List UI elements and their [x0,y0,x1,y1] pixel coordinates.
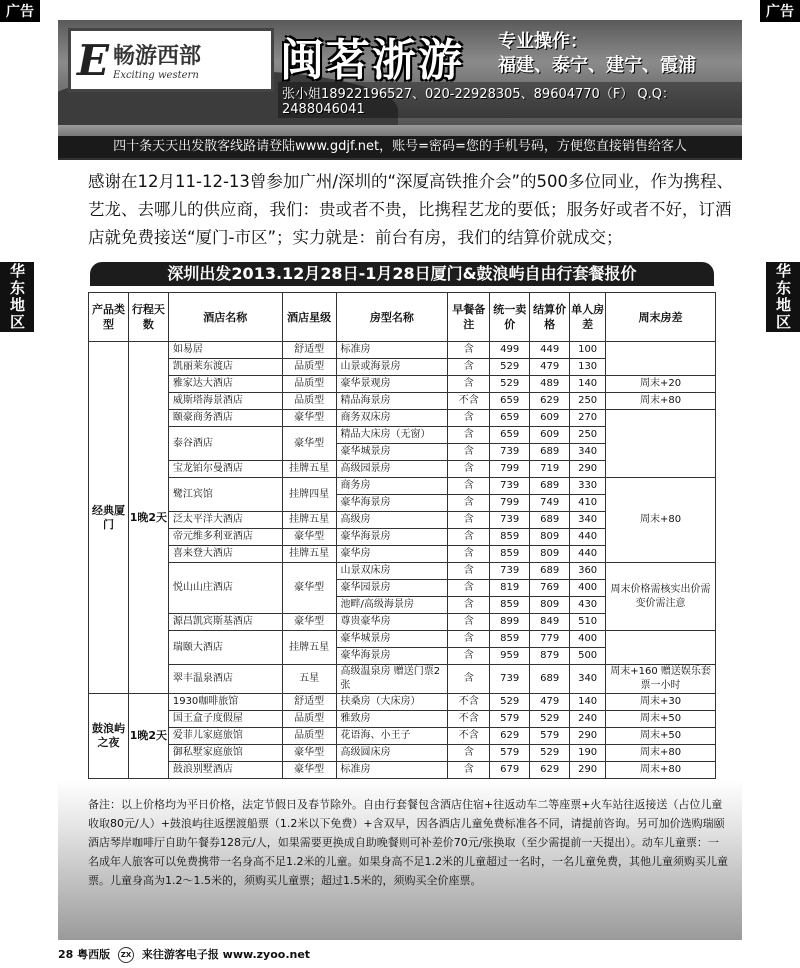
table-cell: 挂牌四星 [282,478,336,512]
table-cell: 不含 [448,711,490,728]
table-cell: 579 [490,745,530,762]
table-cell: 140 [570,694,606,711]
table-cell: 周末+20 [606,376,716,393]
table-cell: 190 [570,745,606,762]
header-cell: 酒店名称 [168,293,282,342]
table-cell: 含 [448,762,490,779]
table-cell: 高级房 [336,512,448,529]
logo-english: Exciting western [113,70,199,81]
table-cell: 250 [570,393,606,410]
table-cell: 精品海景房 [336,393,448,410]
table-cell: 帝元维多利亚酒店 [168,529,282,546]
table-cell: 悦山山庄酒店 [168,563,282,614]
table-cell: 池畔/高级海景房 [336,597,448,614]
table-cell: 品质型 [282,359,336,376]
table-row [89,694,716,711]
table-cell: 479 [530,694,570,711]
table-cell: 喜来登大酒店 [168,546,282,563]
header-cell: 结算价格 [530,293,570,342]
table-cell: 凯丽莱东渡店 [168,359,282,376]
table-cell: 豪华园景房 [336,580,448,597]
table-cell: 泰谷酒店 [168,427,282,461]
table-cell: 859 [490,597,530,614]
table-cell: 经典厦门 [89,342,129,694]
table-row [89,711,716,728]
table-cell: 鼓浪屿之夜 [89,694,129,779]
table-cell: 瑞颐大酒店 [168,631,282,665]
top-ad-strip [0,0,800,20]
table-cell: 周末+80 [606,393,716,410]
table-cell [606,342,716,376]
table-cell: 529 [530,745,570,762]
table-cell: 周末+80 [606,745,716,762]
table-cell: 周末+80 [606,478,716,563]
publisher-name: 来往游客电子报 www.zyoo.net [141,948,311,961]
table-row [89,410,716,427]
side-tab-left: 华东地区 [0,262,34,332]
table-cell: 140 [570,376,606,393]
table-cell: 400 [570,580,606,597]
table-cell: 含 [448,359,490,376]
table-cell: 威斯塔海景酒店 [168,393,282,410]
table-cell: 879 [530,648,570,665]
table-cell: 含 [448,529,490,546]
table-cell: 659 [490,410,530,427]
table-cell: 529 [490,376,530,393]
table-cell: 豪华城景房 [336,631,448,648]
table-cell: 290 [570,762,606,779]
operations-title: 专业操作： [498,31,588,52]
table-cell: 含 [448,512,490,529]
table-cell: 859 [490,631,530,648]
table-cell: 859 [490,546,530,563]
table-cell: 430 [570,597,606,614]
table-header-row [89,293,716,342]
table-cell: 雅家达大酒店 [168,376,282,393]
table-cell: 809 [530,546,570,563]
table-row [89,631,716,648]
table-cell: 舒适型 [282,342,336,359]
intro-paragraph: 感谢在12月11-12-13曾参加广州/深圳的“深厦高铁推介会”的500多位同业，作为携程、艺龙、去哪儿的供应商，我们：贵或者不贵，比携程艺龙的要低；服务好或者不好，订酒店就免费接送“厦门-市区”；实力就是：前台有房，我们的结算价就成交； [88,172,734,247]
table-row [89,665,716,694]
table-cell: 含 [448,444,490,461]
table-row [89,745,716,762]
banner-footer: 四十条天天出发散客线路请登陆www.gdjf.net，账号=密码=您的手机号码，方便您直接销售给客人 [58,136,742,158]
logo [68,28,274,92]
table-cell: 899 [490,614,530,631]
table-cell: 629 [530,393,570,410]
header-cell: 统一卖价 [490,293,530,342]
table-cell: 769 [530,580,570,597]
header-cell: 单人房差 [570,293,606,342]
table-cell: 340 [570,444,606,461]
table-cell: 130 [570,359,606,376]
table-cell [606,410,716,478]
operations-regions: 福建、泰宁、建宁、霞浦 [498,55,696,76]
table-row [89,393,716,410]
table-cell: 679 [490,762,530,779]
table-cell: 豪华型 [282,563,336,614]
table-cell: 高级园景房 [336,461,448,478]
table-cell: 629 [530,762,570,779]
table-cell: 689 [530,665,570,694]
table-cell: 含 [448,410,490,427]
table-cell: 周末+50 [606,728,716,745]
table-cell: 精品大床房（无窗） [336,427,448,444]
table-cell: 豪华城景房 [336,444,448,461]
price-table-title: 深圳出发2013.12月28日-1月28日厦门&鼓浪屿自由行套餐报价 [90,262,714,286]
table-cell: 不含 [448,728,490,745]
table-cell: 不含 [448,694,490,711]
table-cell: 含 [448,495,490,512]
table-cell: 挂牌五星 [282,461,336,478]
table-cell: 豪华房 [336,546,448,563]
table-cell: 含 [448,665,490,694]
table-cell: 579 [490,711,530,728]
table-row [89,376,716,393]
table-cell: 250 [570,427,606,444]
header-cell: 行程天数 [128,293,168,342]
table-cell: 品质型 [282,711,336,728]
table-cell: 579 [530,728,570,745]
header-cell: 房型名称 [336,293,448,342]
table-cell: 959 [490,648,530,665]
table-cell: 周末价格需核实出价需变价需注意 [606,563,716,631]
table-cell: 含 [448,580,490,597]
table-cell: 含 [448,546,490,563]
table-cell: 御私墅家庭旅馆 [168,745,282,762]
table-cell: 豪华海景房 [336,648,448,665]
table-row [89,478,716,495]
table-cell: 雅致房 [336,711,448,728]
publisher-logo: ZX [118,947,134,963]
contact-info: 张小姐18922196527、020-22928305、89604770（F） Q.Q：2488046041 [278,82,742,118]
table-cell: 尊贵豪华房 [336,614,448,631]
table-cell: 周末+160 赠送娱乐套票一小时 [606,665,716,694]
table-cell: 449 [530,342,570,359]
table-cell: 高级温泉房 赠送门票2张 [336,665,448,694]
table-cell: 609 [530,427,570,444]
table-cell: 豪华型 [282,614,336,631]
table-cell: 240 [570,711,606,728]
table-cell: 山景双床房 [336,563,448,580]
table-cell: 340 [570,512,606,529]
table-cell: 749 [530,495,570,512]
table-cell: 豪华海景房 [336,529,448,546]
page-number: 28 [58,948,74,961]
table-cell: 泛太平洋大酒店 [168,512,282,529]
table-cell: 609 [530,410,570,427]
table-cell: 含 [448,631,490,648]
table-cell: 410 [570,495,606,512]
table-cell: 1晚2天 [128,694,168,779]
table-row [89,762,716,779]
table-cell: 豪华型 [282,745,336,762]
table-cell: 舒适型 [282,694,336,711]
operations-block [498,30,696,78]
header-cell: 早餐备注 [448,293,490,342]
table-cell: 含 [448,478,490,495]
table-cell: 扶桑房（大床房） [336,694,448,711]
header-cell: 周末房差 [606,293,716,342]
table-cell: 100 [570,342,606,359]
price-table [88,292,716,779]
table-cell: 不含 [448,393,490,410]
table-cell: 739 [490,444,530,461]
table-cell: 高级圆床房 [336,745,448,762]
table-cell: 629 [490,728,530,745]
table-cell: 440 [570,529,606,546]
table-cell: 500 [570,648,606,665]
table-cell: 290 [570,728,606,745]
table-cell: 含 [448,376,490,393]
table-cell: 659 [490,427,530,444]
table-cell: 719 [530,461,570,478]
table-cell: 809 [530,529,570,546]
table-cell: 豪华景观房 [336,376,448,393]
table-cell: 挂牌五星 [282,546,336,563]
ad-label-right: 广告 [760,0,800,22]
side-tab-right: 华东地区 [766,262,800,332]
table-cell: 859 [490,529,530,546]
table-cell: 爱菲儿家庭旅馆 [168,728,282,745]
table-cell: 739 [490,563,530,580]
table-cell: 含 [448,563,490,580]
table-cell: 豪华型 [282,762,336,779]
table-cell: 330 [570,478,606,495]
table-cell: 290 [570,461,606,478]
logo-chinese: 畅游西部 [113,44,202,69]
table-cell: 源昌凯宾斯基酒店 [168,614,282,631]
table-cell: 品质型 [282,393,336,410]
table-cell: 689 [530,563,570,580]
table-cell: 739 [490,478,530,495]
table-cell: 颐豪商务酒店 [168,410,282,427]
table-cell: 689 [530,444,570,461]
remarks: 备注：以上价格均为平日价格，法定节假日及春节除外。自由行套餐包含酒店住宿+往返动车二等座票+火车站往返接送（占位儿童收取80元/人）+鼓浪屿往返摆渡船票（1.2米以下免费）+含双早，因各酒店儿童免费标准各不同，请提前咨询。另可加价选购瑞颐酒店琴岸咖啡厅自助午餐券128元/人，如果需要更换成自助晚餐则可补差价70元/张换取（至少需提前一天提出）。动车儿童票：一名成年人旅客可以免费携带一名身高不足1.2米的儿童。如果身高不足1.2米的儿童超过一名时，一名儿童免费，其他儿童须购买儿童票。儿童身高为1.2～1.5米的，须购买儿童票；超过1.5米的，须购买全价座票。 [88,798,728,887]
ad-label-left: 广告 [0,0,40,22]
table-cell: 周末+80 [606,762,716,779]
table-cell: 鹭江宾馆 [168,478,282,512]
table-cell: 689 [530,478,570,495]
table-cell: 花语海、小王子 [336,728,448,745]
table-row [89,342,716,359]
table-cell: 含 [448,461,490,478]
table-cell: 849 [530,614,570,631]
table-cell: 豪华型 [282,410,336,427]
table-cell: 340 [570,665,606,694]
table-cell: 含 [448,614,490,631]
table-cell: 五星 [282,665,336,694]
table-cell: 周末+50 [606,711,716,728]
table-cell: 品质型 [282,728,336,745]
table-cell: 529 [530,711,570,728]
table-cell: 品质型 [282,376,336,393]
table-cell: 含 [448,745,490,762]
table-cell: 659 [490,393,530,410]
table-cell: 国王盒子度假屋 [168,711,282,728]
table-cell: 豪华海景房 [336,495,448,512]
table-cell: 529 [490,694,530,711]
table-cell: 如易居 [168,342,282,359]
header-cell: 酒店星级 [282,293,336,342]
table-cell: 1930咖啡旅馆 [168,694,282,711]
table-cell: 豪华型 [282,427,336,461]
table-cell: 商务房 [336,478,448,495]
table-cell: 1晚2天 [128,342,168,694]
brand-title: 闽茗浙游 [280,35,464,86]
table-cell: 489 [530,376,570,393]
table-cell: 山景或海景房 [336,359,448,376]
table-cell: 400 [570,631,606,648]
table-cell: 779 [530,631,570,648]
table-cell: 479 [530,359,570,376]
ad-banner [58,20,742,160]
table-cell: 529 [490,359,530,376]
table-cell: 689 [530,512,570,529]
table-cell: 819 [490,580,530,597]
page-footer [58,946,310,963]
table-row [89,728,716,745]
table-cell: 799 [490,495,530,512]
table-cell: 鼓浪别墅酒店 [168,762,282,779]
table-cell: 360 [570,563,606,580]
table-cell: 440 [570,546,606,563]
logo-e-mark: E [77,35,110,85]
table-cell: 商务双床房 [336,410,448,427]
table-cell: 739 [490,665,530,694]
table-cell: 标准房 [336,342,448,359]
table-cell: 翠丰温泉酒店 [168,665,282,694]
section-name: 粤西版 [77,948,111,961]
table-cell: 含 [448,597,490,614]
table-cell: 宝龙铂尔曼酒店 [168,461,282,478]
table-cell: 270 [570,410,606,427]
table-row [89,563,716,580]
table-cell: 809 [530,597,570,614]
table-cell: 含 [448,342,490,359]
table-cell: 含 [448,648,490,665]
table-cell: 510 [570,614,606,631]
table-cell: 挂牌五星 [282,631,336,665]
table-cell [606,631,716,665]
table-cell: 499 [490,342,530,359]
table-cell: 标准房 [336,762,448,779]
table-cell: 豪华型 [282,529,336,546]
header-cell: 产品类型 [89,293,129,342]
table-cell: 739 [490,512,530,529]
table-cell: 挂牌五星 [282,512,336,529]
table-cell: 含 [448,427,490,444]
table-cell: 799 [490,461,530,478]
table-cell: 周末+30 [606,694,716,711]
